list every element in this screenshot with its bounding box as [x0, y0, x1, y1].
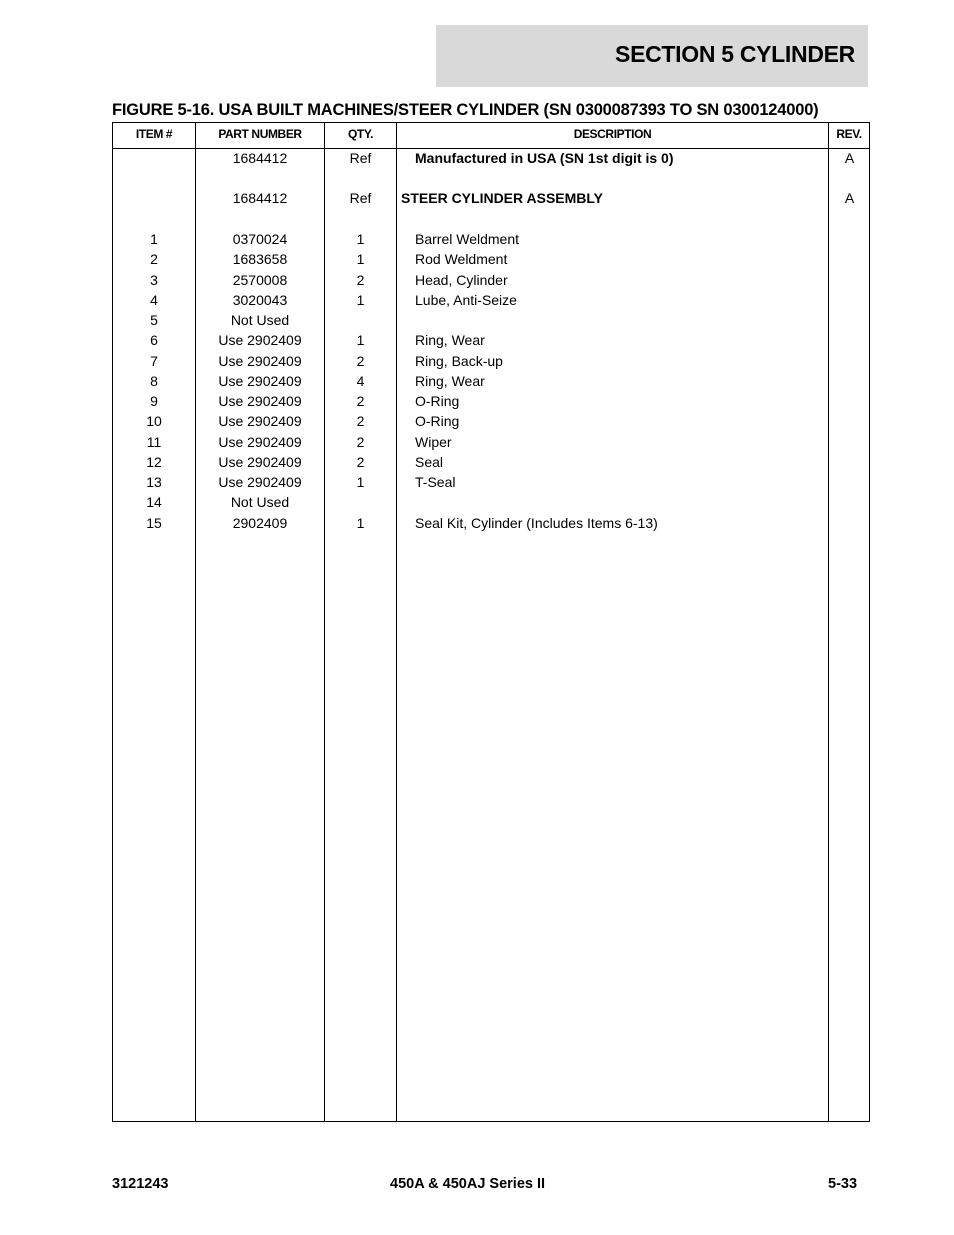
cell-description: O-Ring: [415, 393, 460, 409]
cell-part-number: Not Used: [230, 494, 290, 510]
table-row: [113, 312, 869, 330]
cell-item: 7: [150, 353, 158, 369]
cell-part-number: 1683658: [232, 251, 288, 267]
table-row: [113, 373, 869, 391]
cell-qty: 1: [356, 251, 365, 267]
cell-item: 8: [150, 373, 158, 389]
cell-qty: 2: [356, 434, 365, 450]
cell-part-number: Use 2902409: [218, 434, 302, 450]
cell-description: Seal Kit, Cylinder (Includes Items 6-13): [415, 515, 658, 531]
figure-title: FIGURE 5-16. USA BUILT MACHINES/STEER CYLINDER (SN 0300087393 TO SN 0300124000): [112, 101, 819, 119]
table-row: [113, 150, 869, 168]
cell-qty: 1: [356, 231, 365, 247]
header-qty: QTY.: [347, 127, 374, 141]
cell-qty: 2: [356, 393, 365, 409]
cell-qty: 1: [356, 515, 365, 531]
section-title: SECTION 5 CYLINDER: [615, 41, 855, 67]
cell-description: Barrel Weldment: [415, 231, 520, 247]
cell-part-number: Use 2902409: [218, 332, 302, 348]
cell-description: Head, Cylinder: [415, 272, 508, 288]
cell-part-number: Use 2902409: [218, 353, 302, 369]
cell-item: 1: [150, 231, 158, 247]
cell-qty: 1: [356, 474, 365, 490]
footer-page-number: 5-33: [828, 1176, 858, 1192]
cell-description: Lube, Anti-Seize: [415, 292, 517, 308]
table-row: [113, 434, 869, 452]
cell-item: 12: [146, 454, 162, 470]
table-row: [113, 413, 869, 431]
table-row: [113, 474, 869, 492]
cell-description: T-Seal: [415, 474, 456, 490]
cell-description: Wiper: [415, 434, 452, 450]
table-row: [113, 292, 869, 310]
cell-item: 9: [150, 393, 158, 409]
cell-item: 11: [146, 434, 162, 450]
table-row: [113, 272, 869, 290]
cell-part-number: 2902409: [232, 515, 288, 531]
cell-description: Rod Weldment: [415, 251, 508, 267]
cell-item: 13: [146, 474, 162, 490]
table-row: [113, 353, 869, 371]
cell-part-number: Use 2902409: [218, 373, 302, 389]
header-item: ITEM #: [135, 127, 173, 141]
cell-item: 2: [150, 251, 158, 267]
cell-part-number: 2570008: [232, 272, 288, 288]
cell-item: 5: [150, 312, 158, 328]
table-row: [113, 515, 869, 533]
table-header: [113, 123, 869, 149]
cell-rev: A: [844, 150, 855, 166]
cell-item: 10: [146, 413, 162, 429]
cell-description: Ring, Back-up: [415, 353, 503, 369]
cell-part-number: Not Used: [230, 312, 290, 328]
table-row: [113, 231, 869, 249]
cell-description: STEER CYLINDER ASSEMBLY: [401, 190, 603, 206]
cell-qty: 1: [356, 332, 365, 348]
footer-model: 450A & 450AJ Series II: [390, 1176, 546, 1192]
cell-part-number: 0370024: [232, 231, 288, 247]
cell-rev: A: [844, 190, 855, 206]
cell-qty: 2: [356, 413, 365, 429]
cell-description: O-Ring: [415, 413, 460, 429]
table-row: [113, 332, 869, 350]
cell-description: Ring, Wear: [415, 332, 485, 348]
footer-doc-number: 3121243: [112, 1176, 169, 1192]
cell-item: 3: [150, 272, 158, 288]
header-description: DESCRIPTION: [573, 127, 652, 141]
cell-part-number: Use 2902409: [218, 393, 302, 409]
header-rev: REV.: [836, 127, 862, 141]
header-part-number: PART NUMBER: [218, 127, 302, 141]
cell-item: 15: [146, 515, 162, 531]
cell-part-number: 1684412: [232, 150, 288, 166]
cell-item: 14: [146, 494, 162, 510]
cell-item: 6: [150, 332, 158, 348]
cell-qty: Ref: [349, 150, 372, 166]
cell-description: Manufactured in USA (SN 1st digit is 0): [415, 150, 674, 166]
cell-part-number: 1684412: [232, 190, 288, 206]
cell-part-number: 3020043: [232, 292, 288, 308]
cell-part-number: Use 2902409: [218, 474, 302, 490]
cell-description: Ring, Wear: [415, 373, 485, 389]
cell-qty: 1: [356, 292, 365, 308]
cell-qty: 4: [356, 373, 365, 389]
cell-qty: 2: [356, 272, 365, 288]
parts-table: [112, 122, 870, 1122]
table-row: [113, 190, 869, 208]
table-row: [113, 393, 869, 411]
cell-description: Seal: [415, 454, 444, 470]
cell-item: 4: [150, 292, 158, 308]
cell-part-number: Use 2902409: [218, 454, 302, 470]
cell-qty: 2: [356, 454, 365, 470]
section-header: [436, 25, 868, 87]
cell-part-number: Use 2902409: [218, 413, 302, 429]
table-row: [113, 494, 869, 512]
table-row: [113, 251, 869, 269]
cell-qty: Ref: [349, 190, 372, 206]
cell-qty: 2: [356, 353, 365, 369]
table-row: [113, 454, 869, 472]
